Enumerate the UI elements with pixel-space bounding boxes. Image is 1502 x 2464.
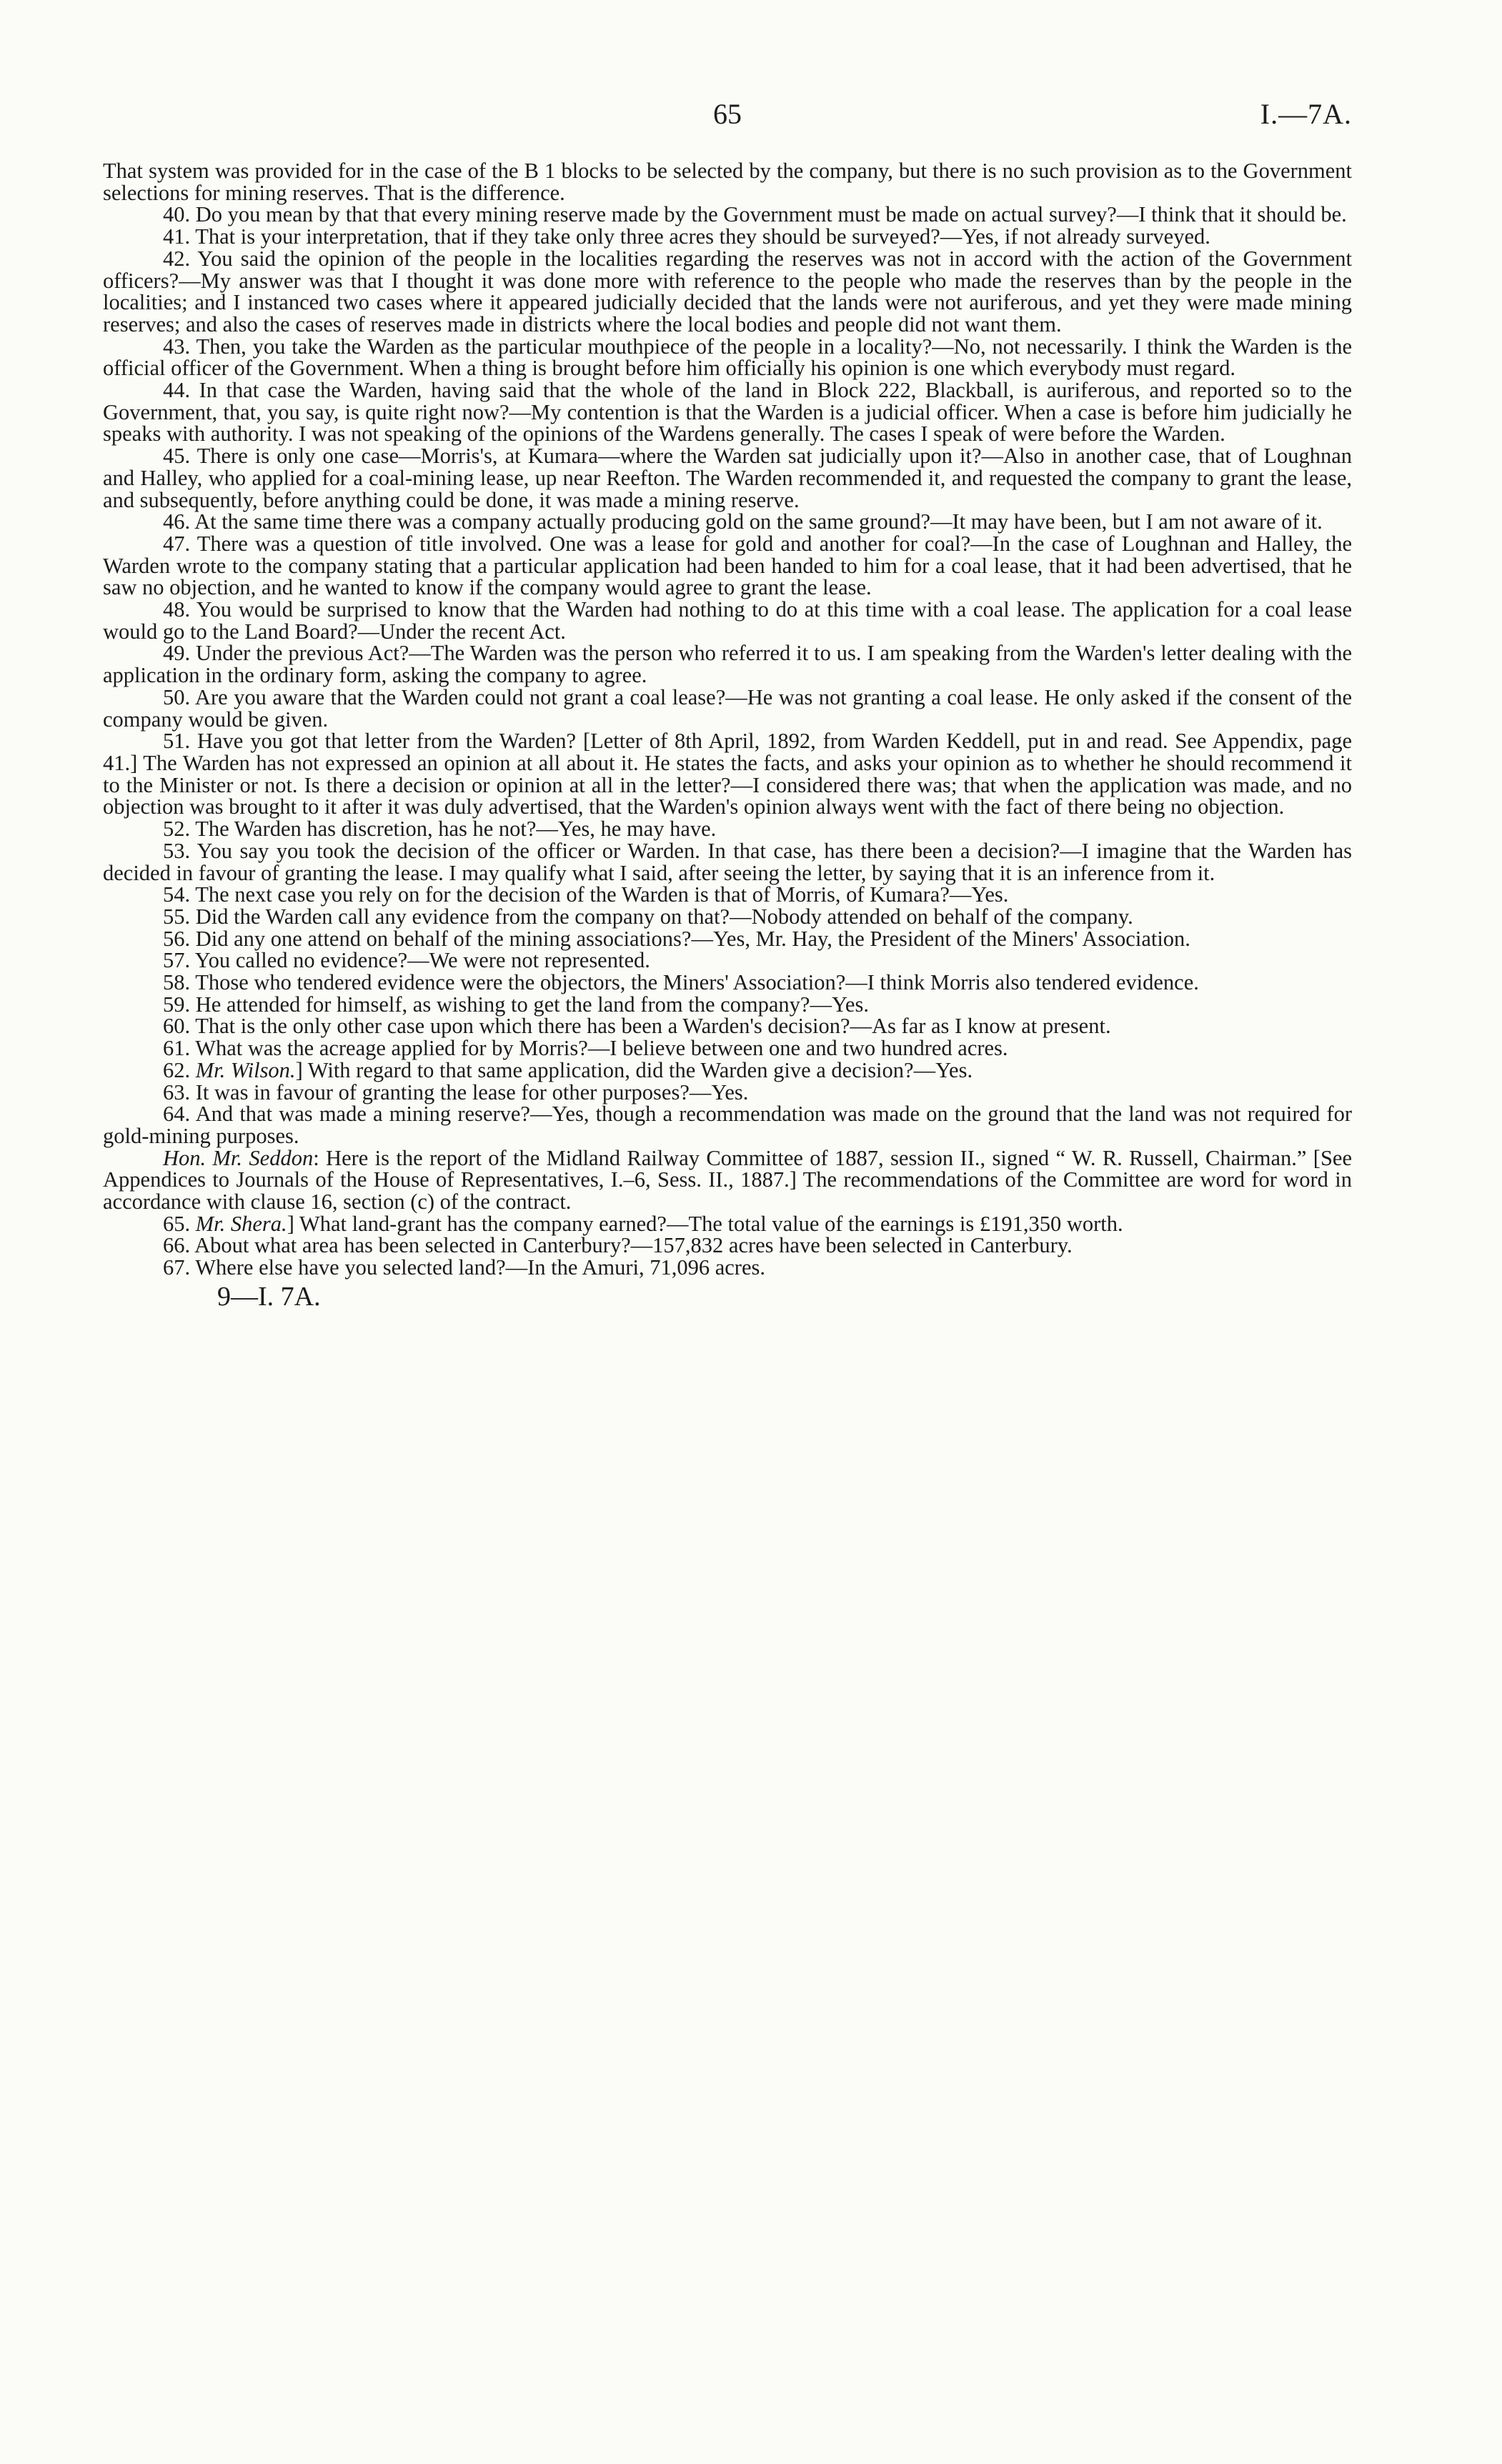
paragraph-q66: 66. About what area has been selected in Canterbury?—157,832 acres have been selected in Canterbury.: [163, 1233, 1073, 1258]
paragraph-q62: [103, 1059, 1352, 1082]
paragraph-text: : Here is the report of the Midland Railway Committee of 1887, session II., signed “ W. R. Russell, Chairman.” [See Appendices to Journals of the House of Representatives, I.–6, Sess. II., 1887.] The recommendations of the Committee are word for word in accordance with clause 16, section (c) of the contract.: [103, 1145, 1352, 1214]
document-body: [103, 160, 1352, 1313]
paragraph-q67: 67. Where else have you selected land?—In the Amuri, 71,096 acres.: [163, 1255, 765, 1280]
paragraph-q63: 63. It was in favour of granting the lease for other purposes?—Yes.: [163, 1079, 749, 1104]
paragraph-q58: 58. Those who tendered evidence were the objectors, the Miners' Association?—I think Morris also tendered evidence.: [163, 970, 1199, 995]
paragraph-q51: 51. Have you got that letter from the Warden? [Letter of 8th April, 1892, from Warden Keddell, put in and read. See Appendix, page 41.] The Warden has not expressed an opinion at all about it. He states the facts, and asks your opinion as to whether he should recommend it to the Minister or not. Is there a decision or opinion at all in the letter?—I considered there was; that when the application was made, and no objection was brought to it after it was duly advertised, that the Warden's opinion always went with the fact of there being no objection.: [103, 729, 1352, 819]
paragraph-q49: 49. Under the previous Act?—The Warden was the person who referred it to us. I am speaking from the Warden's letter dealing with the application in the ordinary form, asking the company to agree.: [103, 641, 1352, 688]
paragraph-q43: 43. Then, you take the Warden as the particular mouthpiece of the people in a locality?—No, not necessarily. I think the Warden is the official officer of the Government. When a thing is brought before him officially his opinion is one which everybody must regard.: [103, 334, 1352, 381]
speaker-name: Mr. Shera.: [195, 1211, 287, 1236]
paragraph-q40: 40. Do you mean by that that every mining reserve made by the Government must be made on actual survey?—I think that it should be.: [163, 202, 1347, 227]
paragraph-q42: 42. You said the opinion of the people in the localities regarding the reserves was not in accord with the action of the Government officers?—My answer was that I thought it was done more with reference to the people who made the reserves than by the people in the localities; and I instanced two cases where it appeared judicially decided that the lands were not auriferous, and yet they were made mining reserves; and also the cases of reserves made in districts where the local bodies and people did not want them.: [103, 246, 1352, 336]
paragraph-q57: 57. You called no evidence?—We were not represented.: [163, 948, 650, 973]
paragraph-text: ] What land-grant has the company earned?—The total value of the earnings is £191,350 worth.: [287, 1211, 1123, 1236]
paragraph-q46: 46. At the same time there was a company actually producing gold on the same ground?—It may have been, but I am not aware of it.: [163, 509, 1323, 534]
page-number: 65: [713, 98, 742, 130]
paragraph-q55: 55. Did the Warden call any evidence from the company on that?—Nobody attended on behalf of the company.: [163, 904, 1133, 929]
question-number: 62.: [163, 1057, 196, 1082]
speaker-name: Hon. Mr. Seddon: [163, 1145, 314, 1170]
paragraph-q54: 54. The next case you rely on for the decision of the Warden is that of Morris, of Kumara?—Yes.: [163, 882, 1009, 907]
paragraph-q53: 53. You say you took the decision of the officer or Warden. In that case, has there been a decision?—I imagine that the Warden has decided in favour of granting the lease. I may qualify what I said, after seeing the letter, by saying that it is an inference from it.: [103, 838, 1352, 885]
paragraph-q61: 61. What was the acreage applied for by Morris?—I believe between one and two hundred acres.: [163, 1036, 1008, 1061]
paragraph-q48: 48. You would be surprised to know that the Warden had nothing to do at this time with a coal lease. The application for a coal lease would go to the Land Board?—Under the recent Act.: [103, 597, 1352, 644]
question-number: 65.: [163, 1211, 196, 1236]
paragraph-continuation: That system was provided for in the case of the B 1 blocks to be selected by the company, but there is no such provision as to the Government selections for mining reserves. That is the difference.: [103, 159, 1352, 205]
paragraph-q47: 47. There was a question of title involved. One was a lease for gold and another for coal?—In the case of Loughnan and Halley, the Warden wrote to the company stating that a particular application had been handed to him for a coal lease, that it had been advertised, that he saw no objection, and he wanted to know if the company would agree to grant the lease.: [103, 531, 1352, 600]
paragraph-q64: 64. And that was made a mining reserve?—Yes, though a recommendation was made on the ground that the land was not required for gold-mining purposes.: [103, 1102, 1352, 1148]
paragraph-q59: 59. He attended for himself, as wishing to get the land from the company?—Yes.: [163, 992, 869, 1017]
paragraph-text: ] With regard to that same application, did the Warden give a decision?—Yes.: [295, 1057, 973, 1082]
paragraph-q44: 44. In that case the Warden, having said that the whole of the land in Block 222, Blackball, is auriferous, and reported so to the Government, that, you say, is quite right now?—My contention is that the Warden is a judicial officer. When a case is before him judicially he speaks with authority. I was not speaking of the opinions of the Wardens generally. The cases I speak of were before the Warden.: [103, 378, 1352, 447]
paragraph-q50: 50. Are you aware that the Warden could not grant a coal lease?—He was not granting a coal lease. He only asked if the consent of the company would be given.: [103, 684, 1352, 732]
paragraph-q41: 41. That is your interpretation, that if they take only three acres they should be surveyed?—Yes, if not already surveyed.: [163, 224, 1210, 249]
document-reference: I.—7A.: [1260, 98, 1352, 130]
paragraph-q45: 45. There is only one case—Morris's, at Kumara—where the Warden sat judicially upon it?—Also in another case, that of Loughnan and Halley, who applied for a coal-mining lease, up near Reefton. The Warden recommended it, and requested the company to grant the lease, and subsequently, before anything could be done, it was made a mining reserve.: [103, 444, 1352, 512]
speaker-name: Mr. Wilson.: [195, 1057, 296, 1082]
page-header: [103, 97, 1352, 134]
paragraph-q56: 56. Did any one attend on behalf of the mining associations?—Yes, Mr. Hay, the President of the Miners' Association.: [163, 926, 1190, 951]
signature-mark: 9—I. 7A.: [217, 1281, 321, 1312]
paragraph-q60: 60. That is the only other case upon which there has been a Warden's decision?—As far as I know at present.: [163, 1014, 1111, 1039]
paragraph-q52: 52. The Warden has discretion, has he not?—Yes, he may have.: [163, 817, 717, 842]
paragraph-seddon-statement: [103, 1147, 1352, 1213]
paragraph-q65: [103, 1213, 1352, 1235]
